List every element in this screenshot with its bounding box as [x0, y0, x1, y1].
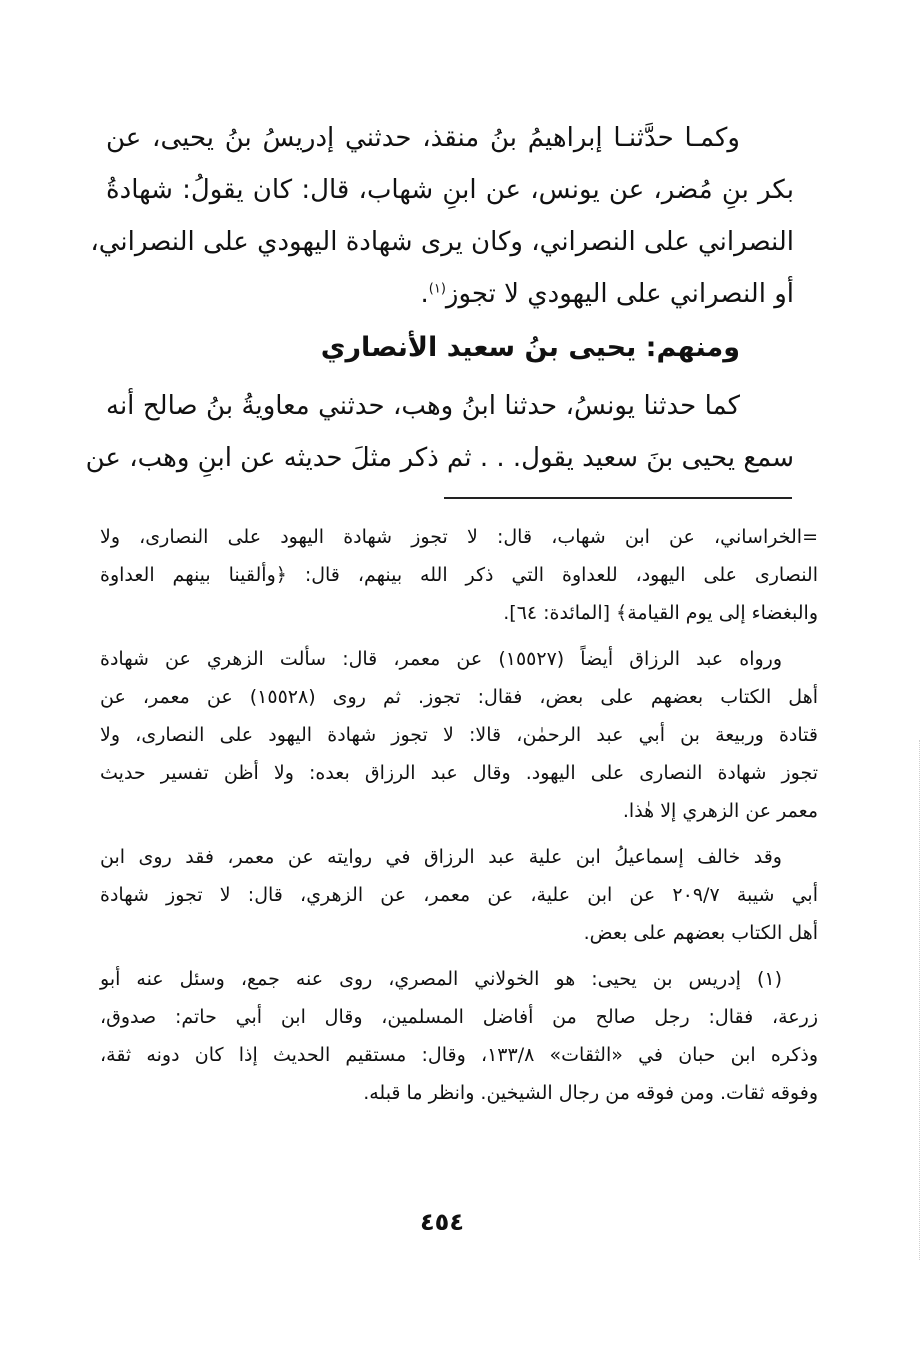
main-text-line: سمع يحيى بنَ سعيد يقول. . . ثم ذكر مثلَ حديثه عن ابنِ وهب، عن [85, 443, 794, 473]
footnote-line: معمر عن الزهري إلا هٰذا. [622, 800, 818, 822]
footnote-line: وفوقه ثقات. ومن فوقه من رجال الشيخين. وانظر ما قبله. [363, 1082, 818, 1104]
footnote-paragraph [100, 838, 818, 952]
footnote-line: أهل الكتاب بعضهم على بعض. [583, 922, 818, 944]
scan-artifact [917, 740, 920, 1260]
main-text [85, 112, 794, 484]
footnote-divider [444, 497, 792, 499]
main-text-line [106, 268, 794, 320]
footnote-line: أبي شيبة ٢٠٩/٧ عن ابن علية، عن معمر، عن الزهري، قال: لا تجوز شهادة [100, 884, 818, 906]
footnote-line: والبغضاء إلى يوم القيامة﴾ [المائدة: ٦٤]. [503, 602, 818, 624]
footnote-line: زرعة، فقال: رجل صالح من أفاضل المسلمين، وقال ابن أبي حاتم: صدوق، [100, 1006, 818, 1028]
footnote-line: =الخراساني، عن ابن شهاب، قال: لا تجوز شهادة اليهود على النصارى، ولا [100, 526, 818, 548]
footnote-line: (١) إدريس بن يحيى: هو الخولاني المصري، روى عنه جمع، وسئل عنه أبو [100, 968, 782, 990]
main-text-punctuation: . [420, 279, 429, 309]
footnote-paragraph [100, 640, 818, 830]
footnote-line: النصارى على اليهود، للعداوة التي ذكر الله بينهم، قال: ﴿وألقينا بينهم العداوة [100, 564, 818, 586]
footnote-line: ورواه عبد الرزاق أيضاً (١٥٥٢٧) عن معمر، قال: سألت الزهري عن شهادة [100, 648, 783, 670]
footnote-paragraph [100, 518, 818, 632]
main-text-line: وكمـا حدَّثنـا إبراهيمُ بنُ منقذ، حدثني إدريسُ بنُ يحيى، عن [106, 123, 740, 153]
main-text-line: بكر بنِ مُضر، عن يونس، عن ابنِ شهاب، قال: كان يقولُ: شهادةُ [106, 175, 794, 205]
footnote-line: وقد خالف إسماعيلُ ابن علية عبد الرزاق في روايته عن معمر، فقد روى ابن [100, 846, 782, 868]
footnote-line: أهل الكتاب بعضهم على بعض، فقال: تجوز. ثم روى (١٥٥٢٨) عن معمر، عن [100, 686, 818, 708]
page-number: ٤٥٤ [420, 1208, 464, 1236]
footnotes-section [100, 518, 818, 1120]
footnote-line: قتادة وربيعة بن أبي عبد الرحمٰن، قالا: لا تجوز شهادة اليهود على النصارى، ولا [100, 724, 818, 746]
main-text-line: كما حدثنا يونسُ، حدثنا ابنُ وهب، حدثني معاويةُ بنُ صالح أنه [106, 391, 740, 421]
footnote-line: وذكره ابن حبان في «الثقات» ١٣٣/٨، وقال: مستقيم الحديث إذا كان دونه ثقة، [100, 1044, 818, 1066]
footnote-marker[interactable]: (١) [428, 281, 446, 297]
section-heading: ومنهم: يحيى بنُ سعيد الأنصاري [320, 332, 740, 363]
main-text-fragment: أو النصراني على اليهودي لا تجوز [445, 279, 794, 309]
footnote-line: تجوز شهادة النصارى على اليهود. وقال عبد الرزاق بعده: ولا أظن تفسير حديث [100, 762, 818, 784]
footnote-1 [100, 960, 818, 1112]
main-text-line: النصراني على النصراني، وكان يرى شهادة اليهودي على النصراني، [90, 227, 794, 257]
